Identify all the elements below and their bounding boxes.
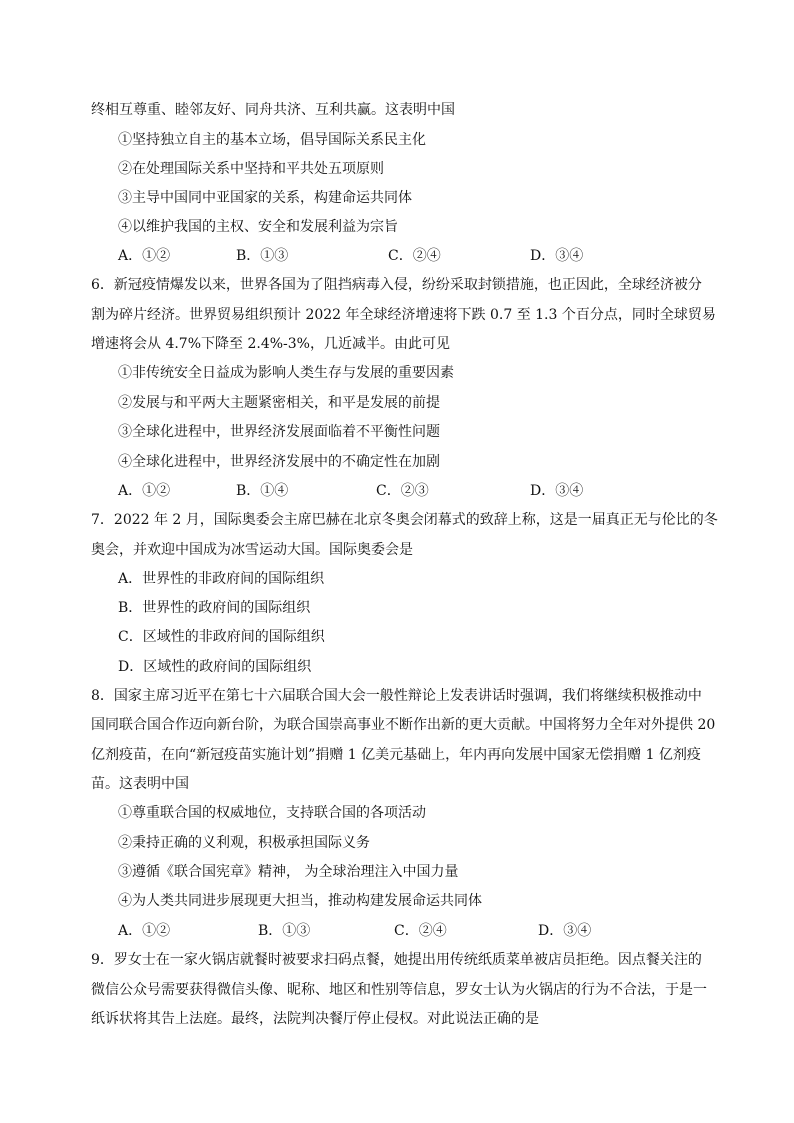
- q6-statement-2: ②发展与和平两大主题紧密相关，和平是发展的前提: [118, 395, 440, 411]
- q5-choice-a: A．①②: [118, 248, 171, 264]
- q7-choice-a: A．世界性的非政府间的国际组织: [118, 571, 325, 587]
- q5-statement-1: ①坚持独立自主的基本立场，倡导国际关系民主化: [118, 132, 426, 148]
- q8-choice-d: D．③④: [538, 923, 592, 939]
- q8-stem-line-1: 8．国家主席习近平在第七十六届联合国大会一般性辩论上发表讲话时强调，我们将继续积极推动中: [91, 688, 702, 704]
- q6-choice-b: B．①④: [236, 483, 289, 499]
- q7-stem-line-1: 7．2022 年 2 月，国际奥委会主席巴赫在北京冬奥会闭幕式的致辞上称，这是一届真正无与伦比的冬: [91, 512, 718, 528]
- q7-stem-line-2: 奥会，并欢迎中国成为冰雪运动大国。国际奥委会是: [91, 542, 413, 558]
- q9-stem-line-2: 微信公众号需要获得微信头像、昵称、地区和性别等信息，罗女士认为火锅店的行为不合法，于是一: [91, 982, 707, 998]
- q8-stem-line-3: 亿剂疫苗，在向“新冠疫苗实施计划”捐赠 1 亿美元基础上，年内再向发展中国家无偿捐赠 1 亿剂疫: [91, 747, 701, 763]
- q8-statement-3: ③遵循《联合国宪章》精神， 为全球治理注入中国力量: [118, 864, 459, 880]
- q8-statement-4: ④为人类共同进步展现更大担当，推动构建发展命运共同体: [118, 893, 482, 909]
- q7-choice-d: D．区域性的政府间的国际组织: [118, 659, 312, 675]
- q5-choice-d: D．③④: [530, 248, 584, 264]
- q8-stem-line-2: 国同联合国合作迈向新台阶，为联合国崇高事业不断作出新的更大贡献。中国将努力全年对外提供 20: [91, 717, 716, 733]
- q5-stem-end: 终相互尊重、睦邻友好、同舟共济、互利共赢。这表明中国: [91, 102, 455, 118]
- q6-statement-4: ④全球化进程中，世界经济发展中的不确定性在加剧: [118, 454, 440, 470]
- q7-choice-c: C．区域性的非政府间的国际组织: [118, 629, 325, 645]
- q6-stem-line-3: 增速将会从 4.7%下降至 2.4%-3%，几近减半。由此可见: [91, 336, 450, 352]
- q5-statement-2: ②在处理国际关系中坚持和平共处五项原则: [118, 161, 384, 177]
- q7-choice-b: B．世界性的政府间的国际组织: [118, 600, 311, 616]
- q8-choice-a: A．①②: [118, 923, 171, 939]
- q8-statement-1: ①尊重联合国的权威地位，支持联合国的各项活动: [118, 805, 426, 821]
- q9-stem-line-3: 纸诉状将其告上法庭。最终，法院判决餐厅停止侵权。对此说法正确的是: [91, 1011, 539, 1027]
- q5-statement-3: ③主导中国同中亚国家的关系，构建命运共同体: [118, 190, 412, 206]
- q6-choice-c: C．②③: [376, 483, 429, 499]
- q6-choice-a: A．①②: [118, 483, 171, 499]
- q8-statement-2: ②秉持正确的义利观，积极承担国际义务: [118, 835, 370, 851]
- q8-stem-line-4: 苗。这表明中国: [91, 776, 189, 792]
- q6-stem-line-2: 割为碎片经济。世界贸易组织预计 2022 年全球经济增速将下跌 0.7 至 1.3 个百分点，同时全球贸易: [91, 307, 716, 323]
- q6-choice-d: D．③④: [530, 483, 584, 499]
- q8-choice-b: B．①③: [258, 923, 311, 939]
- q6-statement-1: ①非传统安全日益成为影响人类生存与发展的重要因素: [118, 365, 454, 381]
- q5-choice-b: B．①③: [236, 248, 289, 264]
- q6-stem-line-1: 6．新冠疫情爆发以来，世界各国为了阻挡病毒入侵，纷纷采取封锁措施，也正因此，全球经济被分: [91, 277, 702, 293]
- q8-choice-c: C．②④: [394, 923, 447, 939]
- q9-stem-line-1: 9．罗女士在一家火锅店就餐时被要求扫码点餐，她提出用传统纸质菜单被店员拒绝。因点餐关注的: [91, 952, 702, 968]
- q5-statement-4: ④以维护我国的主权、安全和发展利益为宗旨: [118, 219, 398, 235]
- q5-choice-c: C．②④: [388, 248, 441, 264]
- q6-statement-3: ③全球化进程中，世界经济发展面临着不平衡性问题: [118, 424, 440, 440]
